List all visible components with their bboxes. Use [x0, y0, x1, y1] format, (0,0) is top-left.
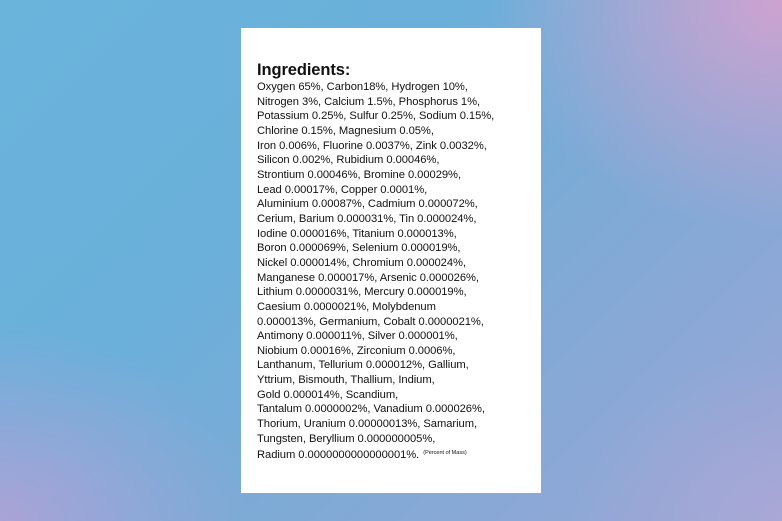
ingredients-line: Potassium 0.25%, Sulfur 0.25%, Sodium 0.15%, — [257, 110, 495, 123]
ingredients-line: 0.000013%, Germanium, Cobalt 0.0000021%, — [257, 315, 484, 328]
ingredients-label — [241, 28, 541, 493]
ingredients-line: Lead 0.00017%, Copper 0.0001%, — [257, 183, 428, 196]
ingredients-line: Antimony 0.000011%, Silver 0.000001%, — [257, 330, 458, 343]
label-title: Ingredients: — [257, 61, 351, 79]
ingredients-line: Iron 0.006%, Fluorine 0.0037%, Zink 0.0032%, — [257, 139, 487, 152]
ingredients-line: Chlorine 0.15%, Magnesium 0.05%, — [257, 124, 434, 137]
ingredients-line: Yttrium, Bismouth, Thallium, Indium, — [257, 374, 435, 387]
ingredients-line: Cerium, Barium 0.000031%, Tin 0.000024%, — [257, 212, 477, 225]
ingredients-line: Thorium, Uranium 0.00000013%, Samarium, — [257, 418, 478, 431]
ingredients-line: Nitrogen 3%, Calcium 1.5%, Phosphorus 1%, — [257, 95, 481, 108]
ingredients-line: Caesium 0.0000021%, Molybdenum — [257, 300, 436, 313]
ingredients-line: Nickel 0.000014%, Chromium 0.000024%, — [257, 256, 466, 269]
ingredients-line: Boron 0.000069%, Selenium 0.000019%, — [257, 242, 461, 255]
percent-of-mass-note: (Percent of Mass) — [423, 450, 467, 457]
ingredients-last-line — [257, 446, 541, 463]
ingredients-line: Tungsten, Beryllium 0.000000005%, — [257, 432, 436, 445]
ingredients-line: Gold 0.000014%, Scandium, — [257, 388, 399, 401]
ingredients-line: Lanthanum, Tellurium 0.000012%, Gallium, — [257, 359, 469, 372]
ingredients-line: Oxygen 65%, Carbon18%, Hydrogen 10%, — [257, 81, 468, 93]
ingredients-last-text: Radium 0.0000000000000001%. — [257, 449, 420, 462]
ingredients-list — [257, 80, 541, 463]
ingredients-line: Silicon 0.002%, Rubidium 0.00046%, — [257, 154, 440, 167]
ingredients-line: Strontium 0.00046%, Bromine 0.00029%, — [257, 168, 461, 181]
ingredients-line: Manganese 0.000017%, Arsenic 0.000026%, — [257, 271, 479, 284]
ingredients-line: Tantalum 0.0000002%, Vanadium 0.000026%, — [257, 403, 485, 416]
ingredients-line: Aluminium 0.00087%, Cadmium 0.000072%, — [257, 198, 478, 211]
ingredients-line: Niobium 0.00016%, Zirconium 0.0006%, — [257, 344, 456, 357]
ingredients-line: Iodine 0.000016%, Titanium 0.000013%, — [257, 227, 457, 240]
ingredients-line: Lithium 0.0000031%, Mercury 0.000019%, — [257, 286, 467, 299]
